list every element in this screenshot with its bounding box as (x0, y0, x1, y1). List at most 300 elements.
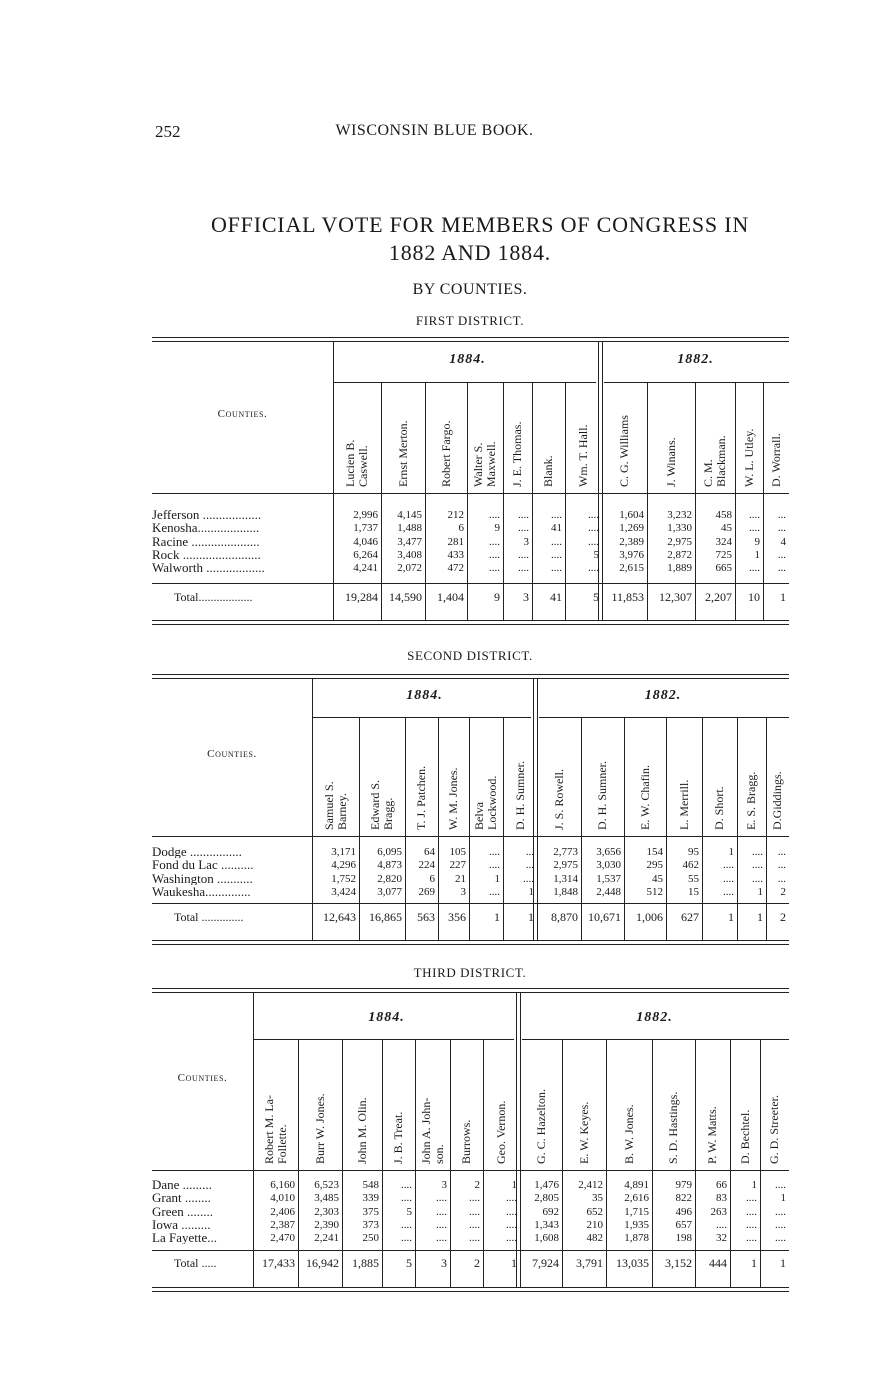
column-rule (405, 717, 406, 940)
vote-cell: 5 (406, 1205, 412, 1218)
candidate-header (263, 1043, 289, 1164)
county-name: Dane ......... (152, 1179, 212, 1191)
header-rule (152, 1170, 789, 1171)
top-rule (152, 988, 789, 993)
total-cell: 563 (417, 911, 435, 923)
candidate-name-line: Follette. (274, 1124, 289, 1164)
vote-cell: 66 (716, 1179, 727, 1191)
column-rule (467, 382, 468, 620)
county-name: Iowa ......... (152, 1218, 211, 1231)
vote-cell: .... (723, 872, 734, 885)
vote-cell: 2,820 (377, 872, 402, 885)
year-heading-a: 1884. (368, 1010, 405, 1025)
total-cell: 12,643 (323, 911, 356, 923)
vote-cell: .... (489, 535, 500, 548)
total-cell: 1 (757, 911, 763, 923)
vote-cell: 725 (715, 548, 732, 561)
district-title: THIRD DISTRICT. (413, 965, 527, 980)
counties-header: Counties. (177, 1072, 228, 1084)
vote-cell: 373 (362, 1218, 379, 1231)
vote-cell: .... (436, 1218, 447, 1231)
vote-cell: .... (489, 846, 500, 858)
column-rule (298, 1039, 299, 1287)
vote-cell: 2,448 (596, 885, 621, 898)
vote-cell: 95 (688, 846, 699, 858)
district-title: FIRST DISTRICT. (415, 313, 525, 328)
vote-cell: 4,046 (353, 535, 378, 548)
vote-cell: 1 (728, 846, 734, 858)
candidate-name-line: Barney. (334, 793, 349, 830)
total-cell: 444 (709, 1257, 727, 1269)
total-cell: 10,671 (588, 911, 621, 923)
county-name: Rock ........................ (152, 548, 261, 561)
candidate-header (639, 721, 652, 830)
county-name: Kenosha................... (152, 522, 260, 535)
vote-cell: 2 (780, 885, 786, 898)
vote-cell: .... (588, 535, 599, 548)
vote-cell: 1,330 (667, 522, 692, 535)
vote-cell: .... (749, 509, 760, 521)
vote-cell: 3,171 (331, 846, 356, 858)
vote-cell: 227 (449, 859, 466, 872)
candidate-name-line: W. L. Utley. (741, 428, 756, 487)
total-cell: 3 (523, 591, 529, 603)
vote-cell: .... (746, 1232, 757, 1245)
candidate-header (460, 1043, 473, 1164)
vote-cell: .... (588, 562, 599, 575)
column-rule (342, 1039, 343, 1287)
column-rule (602, 341, 603, 620)
column-rule (598, 341, 599, 620)
vote-cell: 9 (754, 535, 760, 548)
column-rule (382, 1039, 383, 1287)
vote-cell: 3,656 (596, 846, 621, 858)
candidate-header (344, 386, 370, 487)
year-heading-b: 1882. (636, 1010, 673, 1025)
vote-cell: 35 (592, 1192, 603, 1205)
vote-cell: 263 (710, 1205, 727, 1218)
vote-cell: 15 (688, 885, 699, 898)
vote-cell: 1 (511, 1179, 517, 1191)
candidate-name-line: Blank. (541, 455, 555, 487)
vote-cell: 2,805 (534, 1192, 559, 1205)
vote-cell: 1,715 (624, 1205, 649, 1218)
column-rule (503, 717, 504, 940)
vote-cell: 665 (715, 562, 732, 575)
vote-cell: .... (716, 1218, 727, 1231)
total-cell: 13,035 (616, 1257, 649, 1269)
vote-cell: 64 (424, 846, 435, 858)
vote-cell: 4,873 (377, 859, 402, 872)
column-rule (532, 382, 533, 620)
total-cell: 14,590 (389, 591, 422, 603)
candidate-name-line: J. S. Rowell. (551, 768, 566, 830)
year-rule (539, 717, 789, 718)
vote-cell: 9 (494, 522, 500, 535)
vote-cell: 1 (754, 548, 760, 561)
vote-cell: .... (518, 562, 529, 575)
column-rule (533, 678, 534, 940)
candidate-header (511, 386, 524, 487)
column-rule (581, 717, 582, 940)
candidate-header (323, 721, 349, 830)
candidate-name-line: G. D. Streeter. (767, 1095, 781, 1164)
candidate-name-line: Geo. Vernon. (494, 1100, 508, 1164)
vote-cell: 1 (528, 885, 534, 898)
candidate-header (397, 386, 410, 487)
vote-cell: .... (752, 846, 763, 858)
candidate-name-line: E. W. Keyes. (576, 1101, 591, 1164)
candidate-header (472, 386, 498, 487)
vote-cell: 6,095 (377, 846, 402, 858)
vote-cell: 2,975 (553, 859, 578, 872)
column-rule (415, 1039, 416, 1287)
vote-cell: ... (777, 522, 786, 535)
candidate-header (415, 721, 428, 830)
candidate-name-line: D. Worrall. (768, 433, 783, 487)
vote-cell: .... (775, 1218, 786, 1231)
candidate-header (713, 721, 726, 830)
total-cell: 1,404 (437, 591, 464, 603)
candidate-name-line: Robert Fargo. (438, 420, 453, 487)
year-heading-a: 1884. (406, 688, 443, 703)
column-rule (483, 1039, 484, 1287)
vote-cell: 83 (716, 1192, 727, 1205)
vote-cell: 548 (362, 1179, 379, 1191)
vote-cell: 32 (716, 1232, 727, 1245)
candidate-name-line: J. E. Thomas. (510, 421, 524, 487)
vote-cell: .... (551, 509, 562, 521)
total-cell: 2,207 (705, 591, 732, 603)
candidate-name-line: John A. John- (418, 1097, 433, 1164)
vote-cell: 1,752 (331, 872, 356, 885)
vote-cell: 6,160 (270, 1179, 295, 1191)
vote-cell: 4,296 (331, 859, 356, 872)
candidate-header (495, 1043, 508, 1164)
vote-cell: 281 (447, 535, 464, 548)
column-rule (652, 1039, 653, 1287)
vote-cell: 1,343 (534, 1218, 559, 1231)
candidate-header (768, 1043, 781, 1164)
vote-cell: 375 (362, 1205, 379, 1218)
vote-cell: 4 (780, 535, 786, 548)
vote-cell: 433 (447, 548, 464, 561)
vote-cell: 210 (586, 1218, 603, 1231)
vote-cell: 250 (362, 1232, 379, 1245)
bottom-rule (152, 620, 789, 625)
total-cell: 1 (494, 911, 500, 923)
vote-cell: ... (777, 872, 786, 885)
vote-cell: .... (551, 548, 562, 561)
column-rule (565, 382, 566, 620)
candidate-header (743, 386, 756, 487)
candidate-name-line: B. W. Jones. (621, 1104, 636, 1164)
candidate-name-line: Samuel S. (321, 781, 336, 830)
column-rule (562, 1039, 563, 1287)
candidate-header (473, 721, 499, 830)
vote-cell: 2,390 (314, 1218, 339, 1231)
vote-cell: .... (746, 1192, 757, 1205)
vote-cell: 3 (523, 535, 529, 548)
vote-cell: .... (489, 859, 500, 872)
total-rule (152, 903, 789, 904)
vote-cell: .... (723, 885, 734, 898)
candidate-name-line: Ernst Merton. (395, 420, 410, 487)
vote-cell: 1,269 (619, 522, 644, 535)
vote-cell: 105 (449, 846, 466, 858)
candidate-header (369, 721, 395, 830)
vote-cell: 1,878 (624, 1232, 649, 1245)
header-rule (152, 836, 789, 837)
candidate-header (618, 386, 631, 487)
total-cell: 627 (681, 911, 699, 923)
county-name: Fond du Lac .......... (152, 859, 254, 872)
vote-cell: 1,889 (667, 562, 692, 575)
vote-cell: 6,264 (353, 548, 378, 561)
total-cell: 10 (748, 591, 760, 603)
vote-cell: 657 (675, 1218, 692, 1231)
vote-cell: .... (469, 1218, 480, 1231)
candidate-header (542, 386, 555, 487)
candidate-header (447, 721, 460, 830)
vote-cell: .... (506, 1232, 517, 1245)
vote-cell: .... (436, 1232, 447, 1245)
vote-cell: .... (518, 522, 529, 535)
total-cell: 1,006 (636, 911, 663, 923)
vote-cell: 3,077 (377, 885, 402, 898)
vote-cell: ... (777, 562, 786, 575)
vote-cell: 3,408 (397, 548, 422, 561)
candidate-name-line: C. G. Williams (617, 415, 631, 487)
vote-cell: 224 (418, 859, 435, 872)
candidate-header (356, 1043, 369, 1164)
total-cell: 3,791 (576, 1257, 603, 1269)
candidate-name-line: C. M. (701, 459, 715, 487)
candidate-header (314, 1043, 327, 1164)
total-rule (152, 583, 789, 584)
total-cell: 16,942 (306, 1257, 339, 1269)
candidate-name-line: Bragg. (381, 797, 395, 830)
vote-cell: 1,314 (553, 872, 578, 885)
candidate-header (578, 1043, 591, 1164)
candidate-header (739, 1043, 752, 1164)
candidate-name-line: Burrows. (459, 1119, 473, 1164)
vote-cell: 482 (586, 1232, 603, 1245)
year-rule (604, 382, 789, 383)
candidate-name-line: J. B. Treat. (391, 1111, 405, 1164)
total-cell: 12,307 (659, 591, 692, 603)
vote-cell: 55 (688, 872, 699, 885)
column-rule (438, 717, 439, 940)
candidate-name-line: Blackman. (714, 435, 728, 487)
vote-cell: .... (401, 1232, 412, 1245)
candidate-header (440, 386, 453, 487)
vote-cell: .... (752, 859, 763, 872)
candidate-name-line: T. J. Patchen. (414, 765, 428, 830)
vote-cell: .... (551, 562, 562, 575)
vote-cell: 1,608 (534, 1232, 559, 1245)
vote-cell: .... (749, 522, 760, 535)
vote-cell: 2,412 (578, 1179, 603, 1191)
county-name: Walworth .................. (152, 562, 265, 575)
county-name: Grant ........ (152, 1192, 211, 1205)
vote-cell: 2,387 (270, 1218, 295, 1231)
column-rule (537, 678, 538, 940)
candidate-header (535, 1043, 548, 1164)
total-cell: 19,284 (345, 591, 378, 603)
vote-cell: .... (588, 522, 599, 535)
vote-cell: 1 (751, 1179, 757, 1191)
total-cell: 5 (593, 591, 599, 603)
candidate-name-line: E. S. Bragg. (744, 771, 758, 830)
vote-cell: 3 (441, 1179, 447, 1191)
vote-cell: .... (489, 885, 500, 898)
vote-cell: 269 (418, 885, 435, 898)
total-cell: 3,152 (665, 1257, 692, 1269)
year-rule (312, 717, 531, 718)
vote-cell: 212 (447, 509, 464, 521)
column-rule (760, 1039, 761, 1287)
vote-cell: 1,488 (397, 522, 422, 535)
top-rule (152, 337, 789, 342)
vote-cell: .... (489, 562, 500, 575)
vote-cell: 5 (593, 548, 599, 561)
vote-cell: 2,615 (619, 562, 644, 575)
year-heading-a: 1884. (449, 352, 486, 367)
vote-cell: 4,241 (353, 562, 378, 575)
column-rule (333, 341, 334, 620)
total-cell: 17,433 (262, 1257, 295, 1269)
candidate-header (514, 721, 527, 830)
column-rule (666, 717, 667, 940)
year-rule (333, 382, 596, 383)
vote-cell: .... (506, 1205, 517, 1218)
vote-cell: ... (525, 846, 534, 858)
vote-cell: 6,523 (314, 1179, 339, 1191)
vote-cell: 3,485 (314, 1192, 339, 1205)
vote-cell: .... (401, 1179, 412, 1191)
candidate-name-line: Wm. T. Hall. (576, 424, 590, 487)
vote-cell: 3,976 (619, 548, 644, 561)
vote-cell: .... (469, 1205, 480, 1218)
candidate-name-line: son. (431, 1144, 446, 1164)
candidate-name-line: John M. Olin. (354, 1097, 369, 1164)
total-cell: 16,865 (369, 911, 402, 923)
vote-cell: 1 (757, 885, 763, 898)
candidate-name-line: G. C. Hazelton. (533, 1089, 548, 1164)
candidate-header (702, 386, 728, 487)
vote-cell: .... (723, 859, 734, 872)
vote-cell: 1,604 (619, 509, 644, 521)
column-rule (450, 1039, 451, 1287)
vote-cell: 295 (646, 859, 663, 872)
total-cell: 1 (728, 911, 734, 923)
candidate-name-line: Lucien B. (343, 439, 357, 487)
column-rule (702, 717, 703, 940)
column-rule (624, 717, 625, 940)
column-rule (647, 382, 648, 620)
county-name: Jefferson .................. (152, 509, 262, 521)
county-name: La Fayette... (152, 1232, 217, 1245)
candidate-header (745, 721, 758, 830)
vote-cell: 2,616 (624, 1192, 649, 1205)
candidate-header (596, 721, 609, 830)
vote-cell: .... (518, 509, 529, 521)
total-cell: 1,885 (352, 1257, 379, 1269)
vote-cell: .... (489, 548, 500, 561)
vote-cell: .... (523, 872, 534, 885)
vote-cell: 3,030 (596, 859, 621, 872)
vote-cell: 41 (551, 522, 562, 535)
vote-cell: 512 (646, 885, 663, 898)
bottom-rule (152, 940, 789, 945)
vote-cell: .... (506, 1192, 517, 1205)
vote-cell: 458 (715, 509, 732, 521)
candidate-name-line: Lockwood. (485, 775, 499, 830)
vote-cell: 1 (780, 1192, 786, 1205)
county-name: Green ........ (152, 1205, 214, 1218)
vote-cell: .... (518, 548, 529, 561)
total-cell: 8,870 (551, 911, 578, 923)
column-rule (469, 717, 470, 940)
bottom-rule (152, 1287, 789, 1292)
year-heading-b: 1882. (644, 688, 682, 703)
vote-cell: .... (775, 1179, 786, 1191)
vote-cell: .... (588, 509, 599, 521)
total-label: Total ..... (174, 1257, 217, 1269)
vote-cell: 3,477 (397, 535, 422, 548)
year-rule (253, 1039, 514, 1040)
vote-cell: 324 (715, 535, 732, 548)
header-rule (152, 493, 789, 494)
vote-cell: 2,975 (667, 535, 692, 548)
candidate-name-line: Belva (472, 802, 486, 830)
candidate-header (665, 386, 678, 487)
vote-cell: 1,935 (624, 1218, 649, 1231)
vote-cell: 3 (460, 885, 466, 898)
title-line-2: 1882 AND 1884. (388, 240, 552, 265)
county-name: Dodge ................ (152, 846, 242, 858)
candidate-name-line: S. D. Hastings. (666, 1091, 680, 1164)
vote-cell: 6 (458, 522, 464, 535)
vote-cell: .... (752, 872, 763, 885)
candidate-header (706, 1043, 719, 1164)
total-cell: 1 (528, 911, 534, 923)
candidate-header (667, 1043, 680, 1164)
column-rule (766, 717, 767, 940)
page-number: 252 (155, 122, 181, 141)
vote-cell: 4,010 (270, 1192, 295, 1205)
candidate-header (553, 721, 566, 830)
candidate-name-line: Burr W. Jones. (312, 1093, 327, 1164)
candidate-name-line: Edward S. (368, 780, 382, 830)
candidate-name-line: P. W. Matts. (705, 1106, 719, 1164)
candidate-name-line: J. Winans. (663, 437, 678, 487)
county-name: Racine ..................... (152, 535, 260, 548)
vote-cell: 2,389 (619, 535, 644, 548)
vote-cell: 652 (586, 1205, 603, 1218)
vote-cell: ... (777, 846, 786, 858)
vote-cell: .... (775, 1232, 786, 1245)
vote-cell: .... (749, 562, 760, 575)
column-rule (695, 382, 696, 620)
vote-cell: 2,872 (667, 548, 692, 561)
county-name: Washington ........... (152, 872, 253, 885)
subtitle: BY COUNTIES. (412, 281, 528, 298)
column-rule (359, 717, 360, 940)
vote-cell: .... (469, 1232, 480, 1245)
candidate-name-line: L. Merrill. (676, 779, 691, 830)
